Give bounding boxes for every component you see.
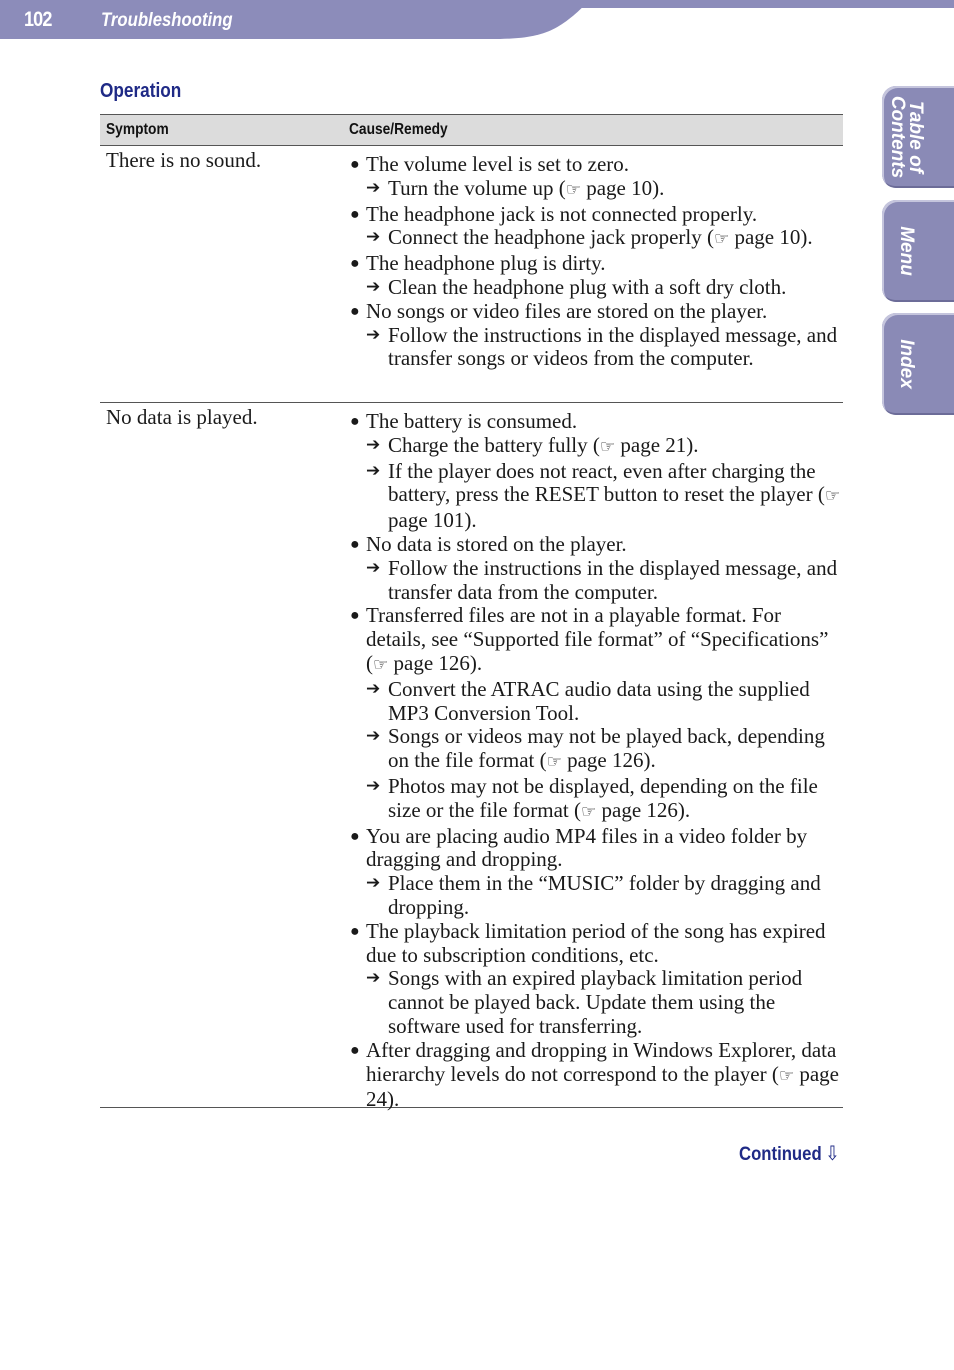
remedy-text bbox=[349, 557, 844, 605]
page-number: 102 bbox=[24, 8, 52, 31]
column-header-cause-remedy: Cause/Remedy bbox=[349, 121, 448, 138]
cause-label: The playback limitation period of the song has expired due to subscription conditions, etc. bbox=[366, 918, 826, 967]
remedy-text bbox=[349, 226, 844, 252]
tab-menu-label: Menu bbox=[896, 226, 917, 276]
remedy-label: Place them in the “MUSIC” folder by dragging and dropping. bbox=[388, 871, 821, 919]
pointing-hand-icon: ☞ bbox=[599, 436, 616, 457]
page-reference: page 126). bbox=[393, 650, 483, 675]
cause-label: The volume level is set to zero. bbox=[366, 152, 630, 176]
bullet-dot-icon: ● bbox=[350, 302, 360, 320]
cause-item bbox=[349, 300, 844, 371]
pointing-hand-icon: ☞ bbox=[373, 654, 389, 675]
right-arrow-icon: ➔ bbox=[366, 227, 381, 248]
bullet-dot-icon: ● bbox=[350, 922, 360, 940]
page-reference: page 101). bbox=[388, 508, 477, 533]
cause-label: After dragging and dropping in Windows Explorer, data hierarchy levels do not correspond to the player ( bbox=[366, 1037, 837, 1086]
cause-text bbox=[349, 252, 844, 276]
cause-text bbox=[349, 825, 844, 873]
right-arrow-icon: ➔ bbox=[366, 324, 381, 345]
remedy-text bbox=[349, 967, 844, 1038]
cause-label: No songs or video files are stored on the player. bbox=[366, 298, 768, 323]
bullet-dot-icon: ● bbox=[350, 535, 360, 553]
right-arrow-icon: ➔ bbox=[366, 968, 381, 989]
remedy-text bbox=[349, 678, 844, 726]
remedy-text bbox=[349, 324, 844, 372]
tab-menu[interactable] bbox=[882, 200, 954, 302]
cause-text bbox=[349, 604, 844, 677]
cause-item bbox=[349, 203, 844, 253]
remedy-label: Follow the instructions in the displayed message, and transfer data from the computer. bbox=[388, 555, 838, 604]
remedy-text bbox=[349, 460, 844, 533]
remedy-label: Songs or videos may not be played back, depending on the file format ( bbox=[388, 724, 825, 773]
cause-item bbox=[349, 825, 844, 920]
down-arrow-icon: ⇩ bbox=[825, 1141, 840, 1165]
remedy-label: If the player does not react, even after charging the battery, press the RESET button to reset the player ( bbox=[388, 458, 825, 507]
right-arrow-icon: ➔ bbox=[366, 678, 381, 699]
bullet-dot-icon: ● bbox=[350, 255, 360, 273]
tab-index[interactable] bbox=[882, 313, 954, 415]
cause-label: The headphone plug is dirty. bbox=[366, 251, 606, 276]
continued-label: Continued bbox=[739, 1144, 822, 1165]
right-arrow-icon: ➔ bbox=[366, 726, 381, 747]
cause-item bbox=[349, 1039, 844, 1112]
remedy-text bbox=[349, 872, 844, 920]
right-arrow-icon: ➔ bbox=[366, 460, 381, 481]
bullet-dot-icon: ● bbox=[350, 607, 360, 625]
cause-text bbox=[349, 920, 844, 968]
cause-label: The battery is consumed. bbox=[366, 409, 578, 433]
page-reference: page 126). bbox=[601, 797, 691, 822]
right-arrow-icon: ➔ bbox=[366, 434, 381, 455]
tab-table-of-contents-label bbox=[888, 96, 924, 178]
cause-item bbox=[349, 252, 844, 300]
bullet-dot-icon: ● bbox=[350, 205, 360, 223]
continued-indicator bbox=[739, 1141, 840, 1166]
cause-item bbox=[349, 153, 844, 203]
cause-item bbox=[349, 920, 844, 1039]
remedy-label: Follow the instructions in the displayed message, and transfer songs or videos from the computer. bbox=[388, 322, 838, 371]
tab-label-line: Contents bbox=[887, 95, 908, 179]
right-arrow-icon: ➔ bbox=[366, 177, 381, 198]
pointing-hand-icon: ☞ bbox=[713, 229, 730, 250]
cause-item bbox=[349, 533, 844, 604]
bullet-dot-icon: ● bbox=[350, 413, 360, 430]
right-arrow-icon: ➔ bbox=[366, 276, 381, 297]
pointing-hand-icon: ☞ bbox=[824, 486, 841, 507]
tab-index-label: Index bbox=[896, 339, 917, 389]
remedy-text bbox=[349, 276, 844, 300]
cause-remedy-list bbox=[349, 410, 844, 1112]
bullet-dot-icon: ● bbox=[350, 827, 360, 845]
cause-text bbox=[349, 410, 844, 434]
pointing-hand-icon: ☞ bbox=[581, 801, 597, 822]
column-header-symptom: Symptom bbox=[106, 121, 169, 138]
remedy-label: Connect the headphone jack properly ( bbox=[388, 225, 714, 250]
section-title: Troubleshooting bbox=[101, 10, 233, 31]
cause-item bbox=[349, 604, 844, 824]
remedy-text bbox=[349, 177, 844, 203]
section-heading: Operation bbox=[100, 80, 182, 102]
cause-label: You are placing audio MP4 files in a video folder by dragging and dropping. bbox=[366, 823, 808, 872]
cause-remedy-list bbox=[349, 153, 844, 371]
cause-item bbox=[349, 410, 844, 533]
tab-label-line: Table of bbox=[905, 100, 926, 174]
table-row bbox=[100, 146, 843, 403]
right-arrow-icon: ➔ bbox=[366, 775, 381, 796]
page-header bbox=[0, 0, 954, 40]
remedy-label: Photos may not be displayed, depending on the file size or the file format ( bbox=[388, 773, 818, 822]
page-reference: page 10). bbox=[734, 225, 813, 250]
cause-text bbox=[349, 300, 844, 324]
pointing-hand-icon: ☞ bbox=[565, 179, 581, 200]
cause-label: The headphone jack is not connected properly. bbox=[366, 201, 758, 226]
table-row bbox=[100, 403, 843, 1112]
remedy-label: Turn the volume up ( bbox=[388, 175, 566, 200]
cause-text bbox=[349, 203, 844, 227]
cause-text bbox=[349, 533, 844, 557]
symptom-cell: No data is played. bbox=[106, 405, 258, 429]
remedy-text bbox=[349, 725, 844, 775]
remedy-text bbox=[349, 775, 844, 825]
remedy-label: Charge the battery fully ( bbox=[388, 432, 600, 457]
cause-label: Transferred files are not in a playable format. For details, see “Supported file format” of “Specifications” ( bbox=[366, 603, 829, 675]
troubleshooting-table bbox=[100, 114, 843, 1112]
remedy-label: Songs with an expired playback limitation period cannot be played back. Update them using the software used for transferring. bbox=[388, 966, 803, 1038]
pointing-hand-icon: ☞ bbox=[546, 752, 562, 773]
pointing-hand-icon: ☞ bbox=[778, 1065, 795, 1086]
table-header bbox=[100, 114, 843, 146]
remedy-text bbox=[349, 434, 844, 460]
cause-label: No data is stored on the player. bbox=[366, 531, 627, 556]
remedy-label: Convert the ATRAC audio data using the supplied MP3 Conversion Tool. bbox=[388, 676, 810, 725]
symptom-cell: There is no sound. bbox=[106, 148, 262, 172]
right-arrow-icon: ➔ bbox=[366, 873, 381, 894]
remedy-label: Clean the headphone plug with a soft dry cloth. bbox=[388, 274, 787, 299]
cause-text bbox=[349, 153, 844, 177]
page-reference: page 24). bbox=[366, 1061, 840, 1112]
cause-text bbox=[349, 1039, 844, 1112]
tab-table-of-contents[interactable] bbox=[882, 86, 954, 188]
bullet-dot-icon: ● bbox=[350, 156, 360, 173]
bullet-dot-icon: ● bbox=[350, 1041, 360, 1059]
page-reference: page 21). bbox=[620, 432, 699, 457]
page-reference: page 126). bbox=[567, 748, 656, 773]
right-arrow-icon: ➔ bbox=[366, 557, 381, 578]
page-reference: page 10). bbox=[586, 175, 665, 200]
